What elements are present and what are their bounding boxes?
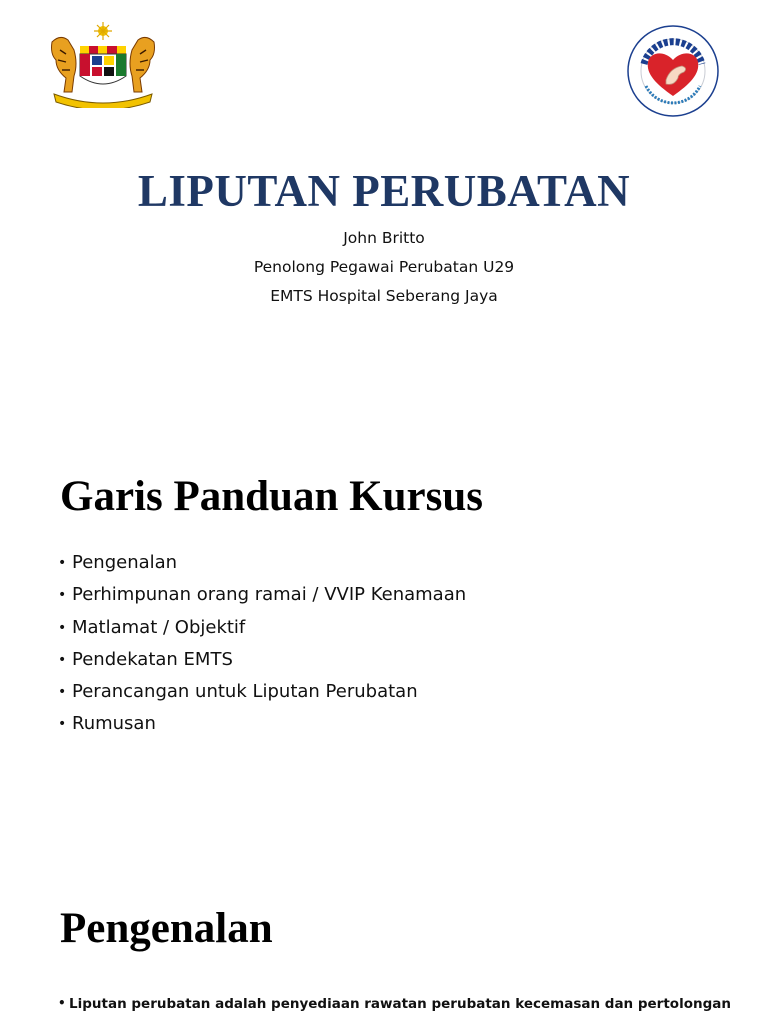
list-item-text: Pendekatan EMTS	[72, 648, 233, 670]
author-position: Penolong Pegawai Perubatan U29	[253, 258, 515, 276]
kami-sedia-membantu-badge-logo	[626, 24, 720, 118]
slide-heading: Garis Panduan Kursus	[60, 473, 483, 520]
intro-paragraph	[58, 996, 731, 1012]
bullet-icon: •	[58, 684, 67, 701]
paragraph-text: Liputan perubatan adalah penyediaan rawatan perubatan kecemasan dan pertolongan	[69, 996, 731, 1012]
presentation-title: LIPUTAN PERUBATAN	[137, 166, 631, 216]
list-item-text: Perancangan untuk Liputan Perubatan	[72, 681, 418, 703]
outline-list	[58, 550, 466, 744]
author-organization: EMTS Hospital Seberang Jaya	[270, 287, 498, 305]
list-item-text: Pengenalan	[72, 552, 178, 573]
bullet-icon: •	[58, 716, 67, 733]
bullet-icon: •	[58, 555, 67, 571]
bullet-icon: •	[58, 587, 67, 604]
bullet-icon: •	[58, 996, 66, 1010]
list-item-text: Perhimpunan orang ramai / VVIP Kenamaan	[72, 584, 467, 606]
course-outline-slide	[0, 400, 768, 800]
list-item	[58, 615, 466, 647]
list-item	[58, 582, 466, 614]
title-slide	[0, 0, 768, 400]
slide-heading: Pengenalan	[60, 905, 273, 952]
author-name: John Britto	[343, 229, 425, 247]
list-item	[58, 647, 466, 679]
list-item	[58, 679, 466, 711]
list-item-text: Matlamat / Objektif	[72, 616, 246, 638]
list-item	[58, 711, 466, 743]
list-item-text: Rumusan	[72, 713, 156, 735]
introduction-slide	[0, 800, 768, 1024]
bullet-icon: •	[58, 619, 67, 636]
list-item	[58, 550, 466, 582]
bullet-icon: •	[58, 651, 67, 668]
malaysia-coat-of-arms-logo	[46, 20, 160, 108]
